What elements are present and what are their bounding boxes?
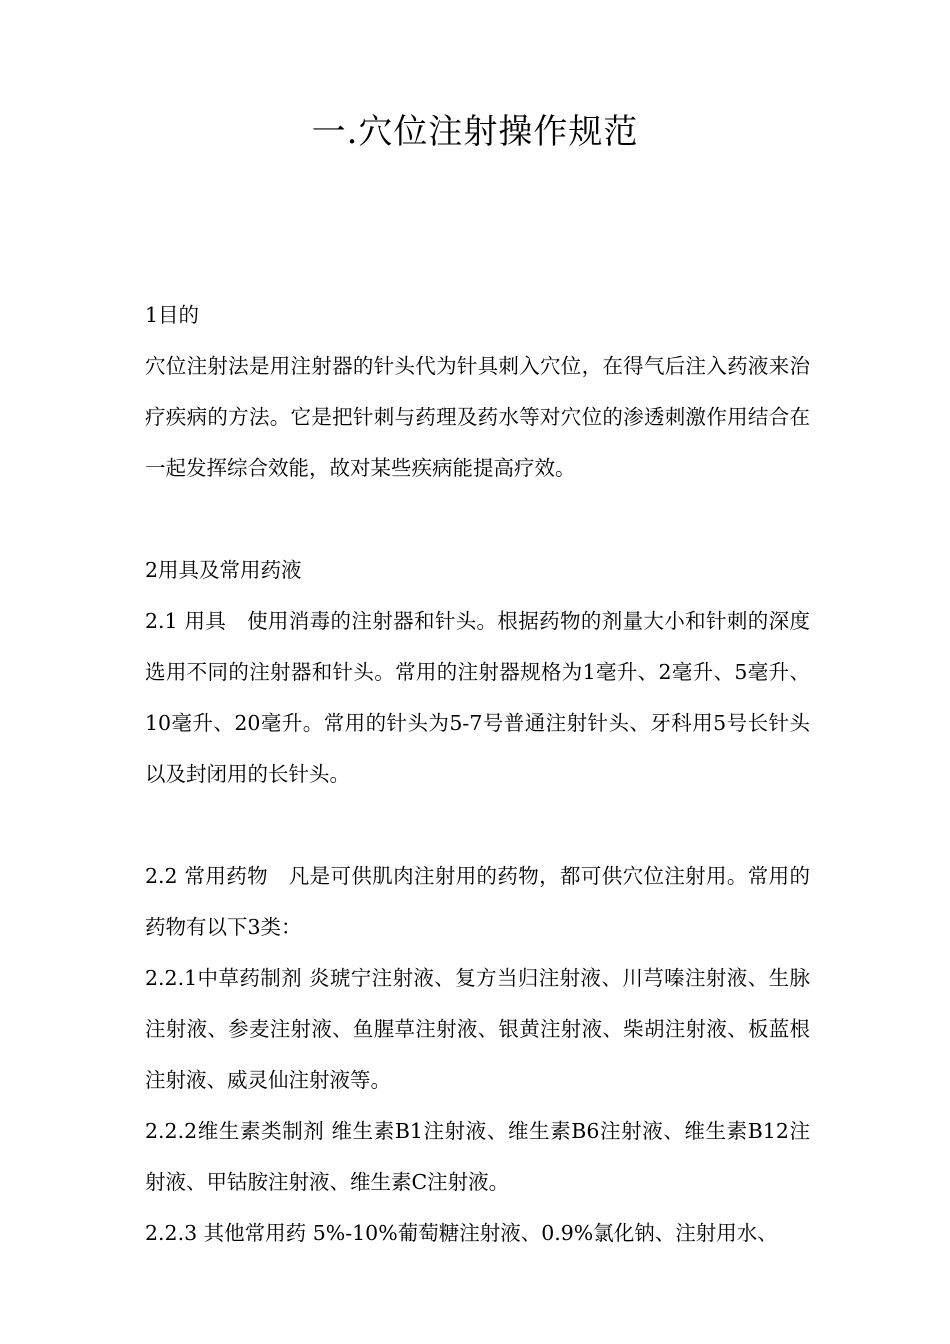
paragraph-common-drugs: 2.2 常用药物 凡是可供肌肉注射用的药物，都可供穴位注射用。常用的药物有以下3类： <box>145 864 810 939</box>
paragraph-purpose-description: 穴位注射法是用注射器的针头代为针具刺入穴位，在得气后注入药液来治疗疾病的方法。它是把针刺与药理及药水等对穴位的渗透刺激作用结合在一起发挥综合效能，故对某些疾病能提高疗效。 <box>145 354 810 480</box>
paragraph-herbal-preparations: 2.2.1中草药制剂 炎琥宁注射液、复方当归注射液、川芎嗪注射液、生脉注射液、参麦注射液、鱼腥草注射液、银黄注射液、柴胡注射液、板蓝根注射液、威灵仙注射液等。 <box>145 966 810 1092</box>
paragraph-vitamin-preparations: 2.2.2维生素类制剂 维生素B1注射液、维生素B6注射液、维生素B12注射液、甲钴胺注射液、维生素C注射液。 <box>145 1119 810 1194</box>
section-heading-tools-and-drugs: 2用具及常用药液 <box>145 558 302 582</box>
document-title: 一.穴位注射操作规范 <box>311 112 639 152</box>
document-body <box>145 290 810 1259</box>
blank-line <box>145 800 810 851</box>
blank-line <box>145 494 810 545</box>
section-heading-purpose: 1目的 <box>145 303 200 327</box>
paragraph-other-drugs: 2.2.3 其他常用药 5%-10%葡萄糖注射液、0.9%氯化钠、注射用水、 <box>145 1221 778 1245</box>
paragraph-tools: 2.1 用具 使用消毒的注射器和针头。根据药物的剂量大小和针刺的深度选用不同的注射器和针头。常用的注射器规格为1毫升、2毫升、5毫升、10毫升、20毫升。常用的针头为5-7号普通注射针头、牙科用5号长针头以及封闭用的长针头。 <box>145 609 810 786</box>
